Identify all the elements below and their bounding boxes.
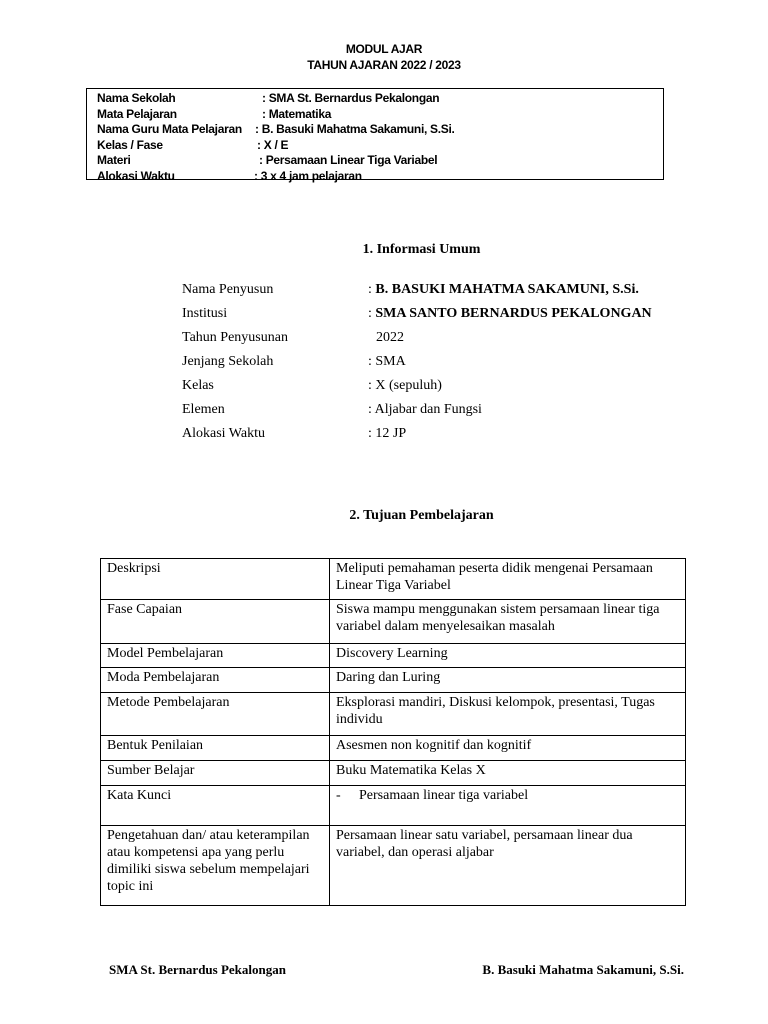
colon: : <box>368 402 375 417</box>
info-value: : Matematika <box>262 106 332 121</box>
colon: : <box>368 354 376 369</box>
row-value: Buku Matematika Kelas X <box>330 761 686 786</box>
info-row-subject <box>97 107 663 123</box>
general-info-value: SMA <box>375 354 406 369</box>
footer-school: SMA St. Bernardus Pekalongan <box>109 962 286 977</box>
general-info-label: Nama Penyusun <box>182 282 274 297</box>
row-value: Eksplorasi mandiri, Diskusi kelompok, presentasi, Tugas individu <box>330 693 686 736</box>
row-value: Asesmen non kognitif dan kognitif <box>330 736 686 761</box>
row-label: Sumber Belajar <box>101 761 330 786</box>
row-label: Model Pembelajaran <box>101 644 330 668</box>
info-value: : X / E <box>257 137 289 152</box>
general-info-label: Institusi <box>182 306 228 321</box>
row-label: Fase Capaian <box>101 600 330 644</box>
table-row <box>101 559 686 600</box>
info-row-class <box>97 138 663 154</box>
row-value: Discovery Learning <box>330 644 686 668</box>
colon: : <box>368 426 376 441</box>
info-value: : SMA St. Bernardus Pekalongan <box>262 91 440 105</box>
info-label: Mata Pelajaran <box>97 106 177 121</box>
bullet-dash: - <box>336 788 341 803</box>
table-row <box>101 693 686 736</box>
info-value: : B. Basuki Mahatma Sakamuni, S.Si. <box>255 122 455 136</box>
colon: : <box>368 378 376 393</box>
table-row <box>101 786 686 826</box>
section1-title: 1. Informasi Umum <box>362 242 481 257</box>
general-info-value: 2022 <box>376 330 404 345</box>
table-row <box>101 668 686 693</box>
info-label: Kelas / Fase <box>97 137 163 152</box>
school-info-box <box>86 88 664 183</box>
footer-author: B. Basuki Mahatma Sakamuni, S.Si. <box>482 962 684 977</box>
row-label: Moda Pembelajaran <box>101 668 330 693</box>
row-value: Daring dan Luring <box>330 668 686 693</box>
table-row <box>101 761 686 786</box>
info-label: Nama Sekolah <box>97 91 176 105</box>
section2-title: 2. Tujuan Pembelajaran <box>349 508 494 523</box>
info-row-time <box>97 169 663 185</box>
row-value <box>330 786 686 826</box>
general-info-value: 12 JP <box>375 426 407 441</box>
colon: : <box>368 306 376 321</box>
info-row-school <box>97 91 663 107</box>
info-row-teacher <box>97 122 663 138</box>
general-info-label: Elemen <box>182 402 225 417</box>
info-label: Materi <box>97 153 131 167</box>
general-info-label: Alokasi Waktu <box>182 426 265 441</box>
keyword-item: Persamaan linear tiga variabel <box>359 788 529 803</box>
author-name: B. BASUKI MAHATMA SAKAMUNI, S.Si. <box>375 282 639 297</box>
table-row <box>101 826 686 906</box>
row-label: Bentuk Penilaian <box>101 736 330 761</box>
row-label: Deskripsi <box>101 559 330 600</box>
info-value: : Persamaan Linear Tiga Variabel <box>259 153 438 167</box>
general-info-label: Kelas <box>182 378 214 393</box>
row-label: Kata Kunci <box>101 786 330 826</box>
learning-objectives-table <box>100 558 686 906</box>
institution-name: SMA SANTO BERNARDUS PEKALONGAN <box>375 306 652 321</box>
info-label: Nama Guru Mata Pelajaran <box>97 122 242 136</box>
info-label: Alokasi Waktu <box>97 168 175 183</box>
info-value: : 3 x 4 jam pelajaran <box>254 168 362 183</box>
row-label: Pengetahuan dan/ atau keterampilan atau kompetensi apa yang perlu dimiliki siswa sebelum mempelajari topic ini <box>101 826 330 906</box>
general-info-label: Tahun Penyusunan <box>182 330 288 345</box>
info-row-material <box>97 153 663 169</box>
general-info-value: X (sepuluh) <box>375 378 442 393</box>
academic-year-title: TAHUN AJARAN 2022 / 2023 <box>307 58 461 72</box>
document-title: MODUL AJAR <box>345 42 423 56</box>
table-row <box>101 600 686 644</box>
general-info-label: Jenjang Sekolah <box>182 354 274 369</box>
table-row <box>101 736 686 761</box>
general-info-value: Aljabar dan Fungsi <box>374 402 482 417</box>
row-value: Siswa mampu menggunakan sistem persamaan linear tiga variabel dalam menyelesaikan masalah <box>330 600 686 644</box>
table-row <box>101 644 686 668</box>
row-label: Metode Pembelajaran <box>101 693 330 736</box>
row-value: Persamaan linear satu variabel, persamaan linear dua variabel, dan operasi aljabar <box>330 826 686 906</box>
colon: : <box>368 282 376 297</box>
row-value: Meliputi pemahaman peserta didik mengenai Persamaan Linear Tiga Variabel <box>330 559 686 600</box>
